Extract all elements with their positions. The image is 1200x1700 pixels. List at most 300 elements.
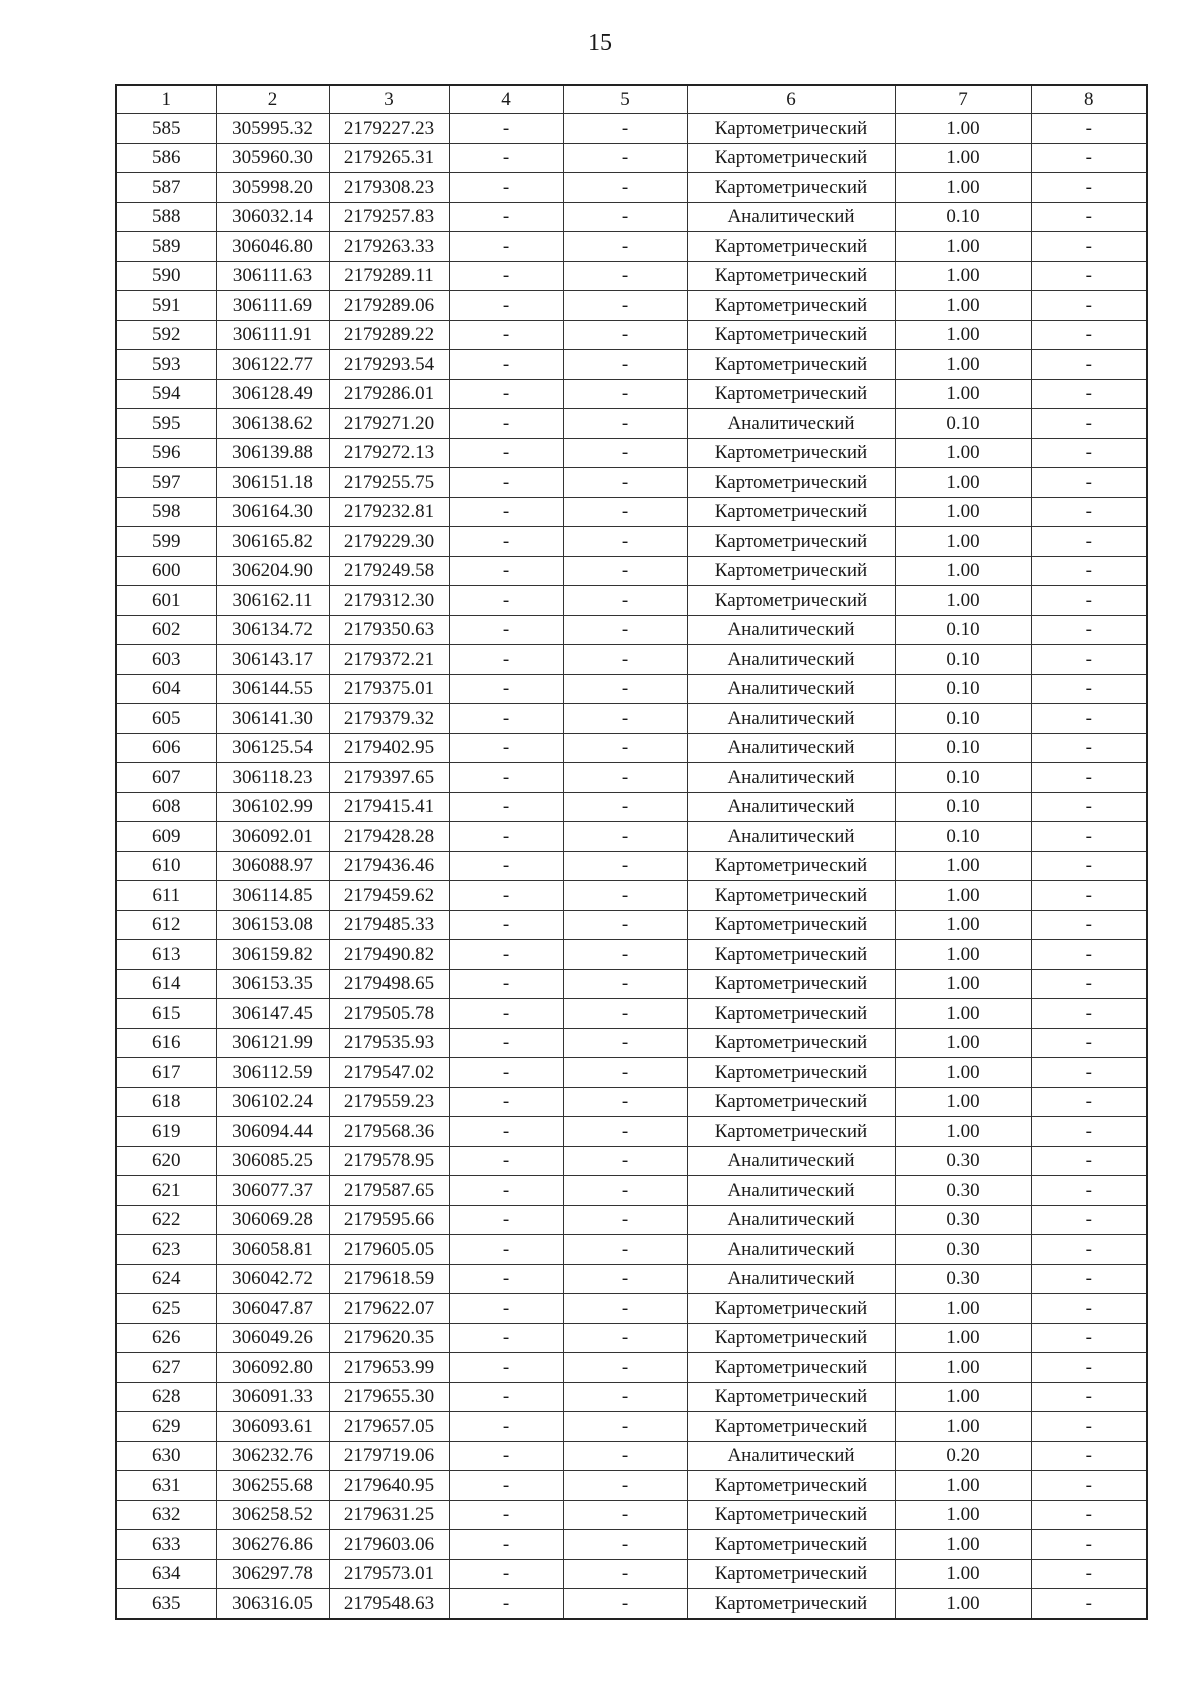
table-row <box>116 792 1147 822</box>
accuracy-cell: 1.00 <box>895 1294 1031 1324</box>
point-number-cell: 632 <box>116 1500 216 1530</box>
point-number-cell: 629 <box>116 1412 216 1442</box>
table-row <box>116 438 1147 468</box>
column-8-cell: - <box>1031 1146 1147 1176</box>
y-coordinate-cell: 2179263.33 <box>329 232 449 262</box>
column-5-cell: - <box>563 320 687 350</box>
point-number-cell: 621 <box>116 1176 216 1206</box>
column-8-cell: - <box>1031 1087 1147 1117</box>
column-8-cell: - <box>1031 291 1147 321</box>
point-number-cell: 603 <box>116 645 216 675</box>
method-cell: Аналитический <box>687 1235 895 1265</box>
column-8-cell: - <box>1031 1500 1147 1530</box>
column-8-cell: - <box>1031 1058 1147 1088</box>
x-coordinate-cell: 306258.52 <box>216 1500 329 1530</box>
x-coordinate-cell: 306143.17 <box>216 645 329 675</box>
column-5-cell: - <box>563 940 687 970</box>
table-row <box>116 1382 1147 1412</box>
column-5-cell: - <box>563 1353 687 1383</box>
table-row <box>116 173 1147 203</box>
column-8-cell: - <box>1031 143 1147 173</box>
method-cell: Аналитический <box>687 1205 895 1235</box>
method-cell: Картометрический <box>687 261 895 291</box>
point-number-cell: 588 <box>116 202 216 232</box>
accuracy-cell: 1.00 <box>895 497 1031 527</box>
column-5-cell: - <box>563 910 687 940</box>
point-number-cell: 598 <box>116 497 216 527</box>
point-number-cell: 628 <box>116 1382 216 1412</box>
method-cell: Картометрический <box>687 350 895 380</box>
column-8-cell: - <box>1031 1294 1147 1324</box>
column-5-cell: - <box>563 851 687 881</box>
table-row <box>116 1412 1147 1442</box>
table-row <box>116 202 1147 232</box>
column-4-cell: - <box>449 202 563 232</box>
point-number-cell: 625 <box>116 1294 216 1324</box>
y-coordinate-cell: 2179498.65 <box>329 969 449 999</box>
table-row <box>116 143 1147 173</box>
column-4-cell: - <box>449 763 563 793</box>
column-4-cell: - <box>449 1441 563 1471</box>
column-8-cell: - <box>1031 202 1147 232</box>
column-5-cell: - <box>563 1294 687 1324</box>
column-8-cell: - <box>1031 1235 1147 1265</box>
x-coordinate-cell: 306165.82 <box>216 527 329 557</box>
column-8-cell: - <box>1031 1589 1147 1619</box>
y-coordinate-cell: 2179415.41 <box>329 792 449 822</box>
table-row <box>116 645 1147 675</box>
method-cell: Картометрический <box>687 1058 895 1088</box>
x-coordinate-cell: 306092.01 <box>216 822 329 852</box>
accuracy-cell: 0.30 <box>895 1176 1031 1206</box>
table-row <box>116 822 1147 852</box>
x-coordinate-cell: 306153.08 <box>216 910 329 940</box>
column-header: 8 <box>1031 85 1147 114</box>
x-coordinate-cell: 306088.97 <box>216 851 329 881</box>
column-4-cell: - <box>449 1530 563 1560</box>
y-coordinate-cell: 2179289.06 <box>329 291 449 321</box>
point-number-cell: 619 <box>116 1117 216 1147</box>
x-coordinate-cell: 306042.72 <box>216 1264 329 1294</box>
x-coordinate-cell: 306111.91 <box>216 320 329 350</box>
x-coordinate-cell: 306118.23 <box>216 763 329 793</box>
table-row <box>116 1589 1147 1619</box>
y-coordinate-cell: 2179547.02 <box>329 1058 449 1088</box>
x-coordinate-cell: 305995.32 <box>216 114 329 144</box>
column-4-cell: - <box>449 792 563 822</box>
y-coordinate-cell: 2179312.30 <box>329 586 449 616</box>
table-row <box>116 114 1147 144</box>
table-row <box>116 1087 1147 1117</box>
column-5-cell: - <box>563 1589 687 1619</box>
y-coordinate-cell: 2179559.23 <box>329 1087 449 1117</box>
column-5-cell: - <box>563 1087 687 1117</box>
y-coordinate-cell: 2179568.36 <box>329 1117 449 1147</box>
x-coordinate-cell: 306164.30 <box>216 497 329 527</box>
x-coordinate-cell: 306102.24 <box>216 1087 329 1117</box>
column-5-cell: - <box>563 1146 687 1176</box>
accuracy-cell: 1.00 <box>895 1589 1031 1619</box>
column-5-cell: - <box>563 202 687 232</box>
column-header: 3 <box>329 85 449 114</box>
x-coordinate-cell: 306159.82 <box>216 940 329 970</box>
point-number-cell: 620 <box>116 1146 216 1176</box>
x-coordinate-cell: 306144.55 <box>216 674 329 704</box>
accuracy-cell: 1.00 <box>895 851 1031 881</box>
accuracy-cell: 0.10 <box>895 792 1031 822</box>
point-number-cell: 615 <box>116 999 216 1029</box>
column-4-cell: - <box>449 1058 563 1088</box>
y-coordinate-cell: 2179603.06 <box>329 1530 449 1560</box>
x-coordinate-cell: 306092.80 <box>216 1353 329 1383</box>
point-number-cell: 610 <box>116 851 216 881</box>
column-5-cell: - <box>563 1441 687 1471</box>
table-row <box>116 704 1147 734</box>
column-5-cell: - <box>563 1058 687 1088</box>
method-cell: Аналитический <box>687 615 895 645</box>
method-cell: Картометрический <box>687 1353 895 1383</box>
column-4-cell: - <box>449 350 563 380</box>
accuracy-cell: 1.00 <box>895 1500 1031 1530</box>
column-8-cell: - <box>1031 940 1147 970</box>
column-4-cell: - <box>449 1589 563 1619</box>
point-number-cell: 594 <box>116 379 216 409</box>
y-coordinate-cell: 2179271.20 <box>329 409 449 439</box>
column-4-cell: - <box>449 822 563 852</box>
column-8-cell: - <box>1031 350 1147 380</box>
table-row <box>116 320 1147 350</box>
column-8-cell: - <box>1031 615 1147 645</box>
column-8-cell: - <box>1031 261 1147 291</box>
column-5-cell: - <box>563 1323 687 1353</box>
column-4-cell: - <box>449 1559 563 1589</box>
table-row <box>116 1235 1147 1265</box>
column-header: 7 <box>895 85 1031 114</box>
column-4-cell: - <box>449 379 563 409</box>
method-cell: Аналитический <box>687 1176 895 1206</box>
column-4-cell: - <box>449 527 563 557</box>
table-row <box>116 1058 1147 1088</box>
method-cell: Картометрический <box>687 114 895 144</box>
point-number-cell: 611 <box>116 881 216 911</box>
method-cell: Картометрический <box>687 1412 895 1442</box>
y-coordinate-cell: 2179490.82 <box>329 940 449 970</box>
column-5-cell: - <box>563 409 687 439</box>
method-cell: Картометрический <box>687 232 895 262</box>
column-4-cell: - <box>449 940 563 970</box>
accuracy-cell: 0.10 <box>895 822 1031 852</box>
y-coordinate-cell: 2179289.22 <box>329 320 449 350</box>
point-number-cell: 596 <box>116 438 216 468</box>
x-coordinate-cell: 306153.35 <box>216 969 329 999</box>
y-coordinate-cell: 2179605.05 <box>329 1235 449 1265</box>
method-cell: Картометрический <box>687 1087 895 1117</box>
x-coordinate-cell: 306138.62 <box>216 409 329 439</box>
y-coordinate-cell: 2179272.13 <box>329 438 449 468</box>
x-coordinate-cell: 306147.45 <box>216 999 329 1029</box>
column-4-cell: - <box>449 704 563 734</box>
point-number-cell: 631 <box>116 1471 216 1501</box>
column-4-cell: - <box>449 1500 563 1530</box>
x-coordinate-cell: 306128.49 <box>216 379 329 409</box>
column-5-cell: - <box>563 350 687 380</box>
table-row <box>116 232 1147 262</box>
column-8-cell: - <box>1031 1441 1147 1471</box>
point-number-cell: 616 <box>116 1028 216 1058</box>
method-cell: Картометрический <box>687 1471 895 1501</box>
column-8-cell: - <box>1031 704 1147 734</box>
x-coordinate-cell: 305998.20 <box>216 173 329 203</box>
point-number-cell: 622 <box>116 1205 216 1235</box>
column-8-cell: - <box>1031 999 1147 1029</box>
accuracy-cell: 1.00 <box>895 556 1031 586</box>
accuracy-cell: 1.00 <box>895 1323 1031 1353</box>
column-5-cell: - <box>563 556 687 586</box>
accuracy-cell: 1.00 <box>895 1530 1031 1560</box>
column-8-cell: - <box>1031 586 1147 616</box>
column-8-cell: - <box>1031 468 1147 498</box>
column-4-cell: - <box>449 1353 563 1383</box>
accuracy-cell: 0.10 <box>895 763 1031 793</box>
point-number-cell: 597 <box>116 468 216 498</box>
point-number-cell: 586 <box>116 143 216 173</box>
column-4-cell: - <box>449 910 563 940</box>
x-coordinate-cell: 306046.80 <box>216 232 329 262</box>
y-coordinate-cell: 2179622.07 <box>329 1294 449 1324</box>
table-row <box>116 969 1147 999</box>
column-8-cell: - <box>1031 438 1147 468</box>
table-row <box>116 851 1147 881</box>
method-cell: Картометрический <box>687 1323 895 1353</box>
x-coordinate-cell: 306093.61 <box>216 1412 329 1442</box>
method-cell: Аналитический <box>687 704 895 734</box>
column-5-cell: - <box>563 1176 687 1206</box>
x-coordinate-cell: 306297.78 <box>216 1559 329 1589</box>
accuracy-cell: 1.00 <box>895 468 1031 498</box>
y-coordinate-cell: 2179573.01 <box>329 1559 449 1589</box>
column-8-cell: - <box>1031 232 1147 262</box>
column-header: 4 <box>449 85 563 114</box>
method-cell: Картометрический <box>687 1530 895 1560</box>
column-4-cell: - <box>449 851 563 881</box>
column-5-cell: - <box>563 615 687 645</box>
column-4-cell: - <box>449 733 563 763</box>
table-row <box>116 674 1147 704</box>
column-5-cell: - <box>563 1235 687 1265</box>
point-number-cell: 618 <box>116 1087 216 1117</box>
table-row <box>116 1146 1147 1176</box>
method-cell: Картометрический <box>687 1028 895 1058</box>
table-row <box>116 1559 1147 1589</box>
table-row <box>116 999 1147 1029</box>
accuracy-cell: 1.00 <box>895 527 1031 557</box>
table-row <box>116 881 1147 911</box>
column-8-cell: - <box>1031 763 1147 793</box>
column-5-cell: - <box>563 527 687 557</box>
method-cell: Картометрический <box>687 1117 895 1147</box>
column-8-cell: - <box>1031 733 1147 763</box>
point-number-cell: 623 <box>116 1235 216 1265</box>
column-4-cell: - <box>449 261 563 291</box>
y-coordinate-cell: 2179548.63 <box>329 1589 449 1619</box>
x-coordinate-cell: 306204.90 <box>216 556 329 586</box>
y-coordinate-cell: 2179255.75 <box>329 468 449 498</box>
method-cell: Аналитический <box>687 202 895 232</box>
accuracy-cell: 1.00 <box>895 1471 1031 1501</box>
column-8-cell: - <box>1031 409 1147 439</box>
column-header: 5 <box>563 85 687 114</box>
method-cell: Картометрический <box>687 173 895 203</box>
x-coordinate-cell: 306058.81 <box>216 1235 329 1265</box>
column-5-cell: - <box>563 1205 687 1235</box>
column-5-cell: - <box>563 261 687 291</box>
table-row <box>116 1264 1147 1294</box>
column-5-cell: - <box>563 379 687 409</box>
y-coordinate-cell: 2179379.32 <box>329 704 449 734</box>
y-coordinate-cell: 2179719.06 <box>329 1441 449 1471</box>
y-coordinate-cell: 2179265.31 <box>329 143 449 173</box>
column-8-cell: - <box>1031 1530 1147 1560</box>
x-coordinate-cell: 306232.76 <box>216 1441 329 1471</box>
x-coordinate-cell: 306077.37 <box>216 1176 329 1206</box>
column-5-cell: - <box>563 792 687 822</box>
x-coordinate-cell: 306125.54 <box>216 733 329 763</box>
x-coordinate-cell: 306111.63 <box>216 261 329 291</box>
table-row <box>116 1323 1147 1353</box>
x-coordinate-cell: 306085.25 <box>216 1146 329 1176</box>
y-coordinate-cell: 2179293.54 <box>329 350 449 380</box>
x-coordinate-cell: 306032.14 <box>216 202 329 232</box>
y-coordinate-cell: 2179375.01 <box>329 674 449 704</box>
accuracy-cell: 0.30 <box>895 1205 1031 1235</box>
column-5-cell: - <box>563 586 687 616</box>
point-number-cell: 604 <box>116 674 216 704</box>
coordinates-table <box>115 84 1148 1620</box>
x-coordinate-cell: 306134.72 <box>216 615 329 645</box>
y-coordinate-cell: 2179229.30 <box>329 527 449 557</box>
point-number-cell: 626 <box>116 1323 216 1353</box>
method-cell: Картометрический <box>687 556 895 586</box>
table-row <box>116 1205 1147 1235</box>
y-coordinate-cell: 2179620.35 <box>329 1323 449 1353</box>
x-coordinate-cell: 305960.30 <box>216 143 329 173</box>
method-cell: Картометрический <box>687 586 895 616</box>
column-4-cell: - <box>449 1264 563 1294</box>
accuracy-cell: 1.00 <box>895 999 1031 1029</box>
column-4-cell: - <box>449 1117 563 1147</box>
accuracy-cell: 1.00 <box>895 1058 1031 1088</box>
column-5-cell: - <box>563 1382 687 1412</box>
column-4-cell: - <box>449 556 563 586</box>
accuracy-cell: 1.00 <box>895 1087 1031 1117</box>
column-5-cell: - <box>563 1530 687 1560</box>
column-8-cell: - <box>1031 1412 1147 1442</box>
y-coordinate-cell: 2179631.25 <box>329 1500 449 1530</box>
column-8-cell: - <box>1031 1176 1147 1206</box>
column-5-cell: - <box>563 173 687 203</box>
method-cell: Картометрический <box>687 379 895 409</box>
point-number-cell: 585 <box>116 114 216 144</box>
column-4-cell: - <box>449 291 563 321</box>
column-5-cell: - <box>563 674 687 704</box>
column-8-cell: - <box>1031 1117 1147 1147</box>
column-5-cell: - <box>563 1264 687 1294</box>
table-row <box>116 261 1147 291</box>
point-number-cell: 630 <box>116 1441 216 1471</box>
column-header: 1 <box>116 85 216 114</box>
method-cell: Картометрический <box>687 527 895 557</box>
column-header: 6 <box>687 85 895 114</box>
method-cell: Картометрический <box>687 497 895 527</box>
point-number-cell: 589 <box>116 232 216 262</box>
accuracy-cell: 1.00 <box>895 232 1031 262</box>
column-8-cell: - <box>1031 969 1147 999</box>
table-row <box>116 1353 1147 1383</box>
column-8-cell: - <box>1031 556 1147 586</box>
point-number-cell: 599 <box>116 527 216 557</box>
accuracy-cell: 1.00 <box>895 379 1031 409</box>
column-8-cell: - <box>1031 881 1147 911</box>
column-8-cell: - <box>1031 1028 1147 1058</box>
y-coordinate-cell: 2179595.66 <box>329 1205 449 1235</box>
method-cell: Картометрический <box>687 1500 895 1530</box>
table-row <box>116 556 1147 586</box>
table-row <box>116 350 1147 380</box>
y-coordinate-cell: 2179485.33 <box>329 910 449 940</box>
column-5-cell: - <box>563 1559 687 1589</box>
y-coordinate-cell: 2179436.46 <box>329 851 449 881</box>
column-4-cell: - <box>449 497 563 527</box>
method-cell: Картометрический <box>687 940 895 970</box>
column-4-cell: - <box>449 1294 563 1324</box>
accuracy-cell: 0.10 <box>895 202 1031 232</box>
method-cell: Картометрический <box>687 1589 895 1619</box>
point-number-cell: 591 <box>116 291 216 321</box>
accuracy-cell: 1.00 <box>895 1382 1031 1412</box>
column-8-cell: - <box>1031 497 1147 527</box>
column-4-cell: - <box>449 645 563 675</box>
x-coordinate-cell: 306091.33 <box>216 1382 329 1412</box>
column-4-cell: - <box>449 1028 563 1058</box>
column-4-cell: - <box>449 1382 563 1412</box>
point-number-cell: 617 <box>116 1058 216 1088</box>
table-row <box>116 468 1147 498</box>
accuracy-cell: 1.00 <box>895 143 1031 173</box>
x-coordinate-cell: 306102.99 <box>216 792 329 822</box>
point-number-cell: 627 <box>116 1353 216 1383</box>
column-5-cell: - <box>563 733 687 763</box>
method-cell: Аналитический <box>687 1264 895 1294</box>
method-cell: Картометрический <box>687 438 895 468</box>
point-number-cell: 634 <box>116 1559 216 1589</box>
column-4-cell: - <box>449 1323 563 1353</box>
column-4-cell: - <box>449 1471 563 1501</box>
accuracy-cell: 1.00 <box>895 910 1031 940</box>
x-coordinate-cell: 306111.69 <box>216 291 329 321</box>
table-body <box>116 114 1147 1619</box>
column-4-cell: - <box>449 409 563 439</box>
y-coordinate-cell: 2179350.63 <box>329 615 449 645</box>
y-coordinate-cell: 2179257.83 <box>329 202 449 232</box>
accuracy-cell: 0.30 <box>895 1235 1031 1265</box>
column-4-cell: - <box>449 1146 563 1176</box>
column-8-cell: - <box>1031 173 1147 203</box>
column-5-cell: - <box>563 822 687 852</box>
column-4-cell: - <box>449 468 563 498</box>
table-row <box>116 615 1147 645</box>
accuracy-cell: 0.10 <box>895 733 1031 763</box>
y-coordinate-cell: 2179402.95 <box>329 733 449 763</box>
